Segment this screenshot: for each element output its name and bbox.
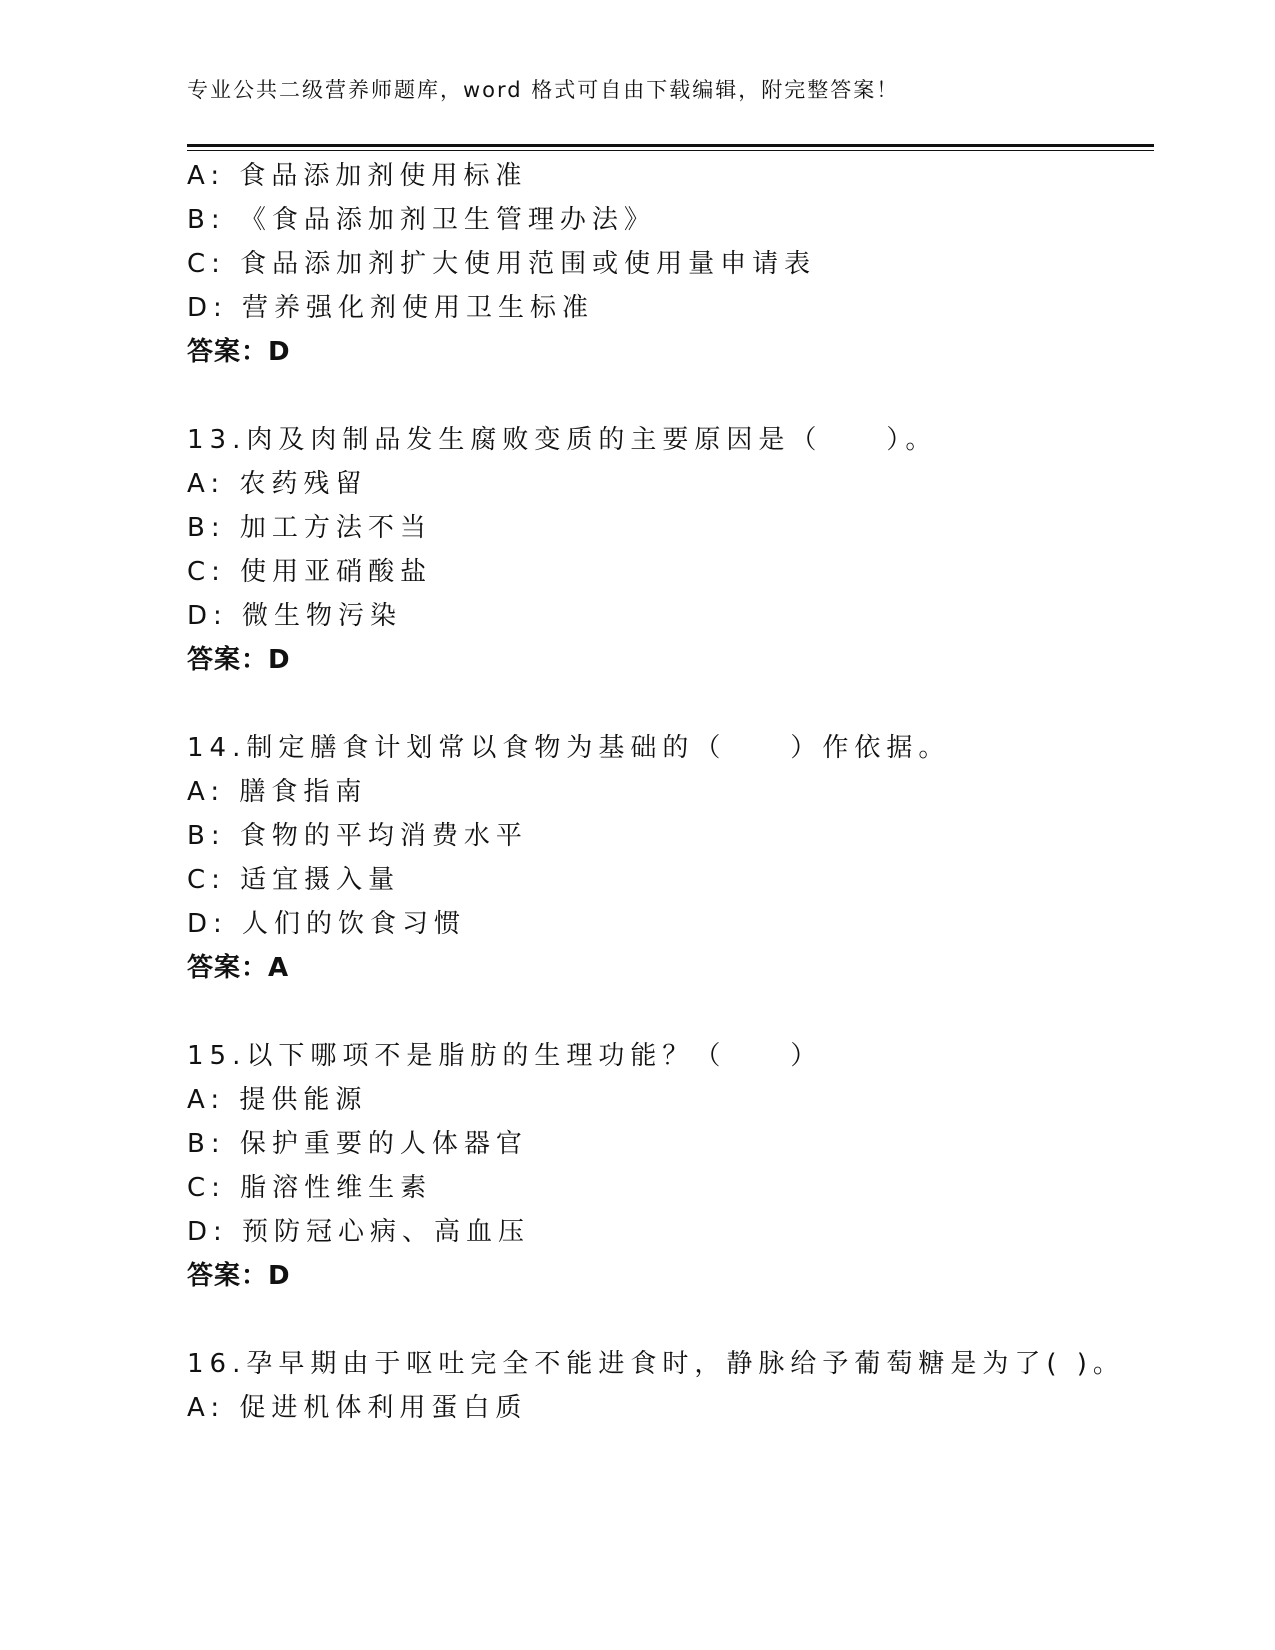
- q15-option-c: C: 脂溶性维生素: [187, 1173, 433, 1203]
- q14-option-c: C: 适宜摄入量: [187, 865, 401, 895]
- q13-option-b: B: 加工方法不当: [187, 513, 432, 543]
- q14-option-a: A: 膳食指南: [187, 777, 368, 807]
- q12-option-c: C: 食品添加剂扩大使用范围或使用量申请表: [187, 249, 817, 279]
- q12-answer: 答案：D: [187, 337, 291, 367]
- q12-option-a: A: 食品添加剂使用标准: [187, 161, 528, 191]
- q14-option-d: D: 人们的饮食习惯: [187, 909, 467, 939]
- header-rule-thin: [187, 150, 1154, 151]
- q14-option-b: B: 食物的平均消费水平: [187, 821, 528, 851]
- q14-answer: 答案：A: [187, 953, 290, 983]
- q15-option-d: D: 预防冠心病、高血压: [187, 1217, 531, 1247]
- q12-option-b: B: 《食品添加剂卫生管理办法》: [187, 205, 656, 235]
- q15-option-b: B: 保护重要的人体器官: [187, 1129, 528, 1159]
- q13-option-c: C: 使用亚硝酸盐: [187, 557, 433, 587]
- q16-question: 16.孕早期由于呕吐完全不能进食时，静脉给予葡萄糖是为了( )。: [187, 1349, 1125, 1379]
- q15-answer: 答案：D: [187, 1261, 291, 1291]
- q13-option-d: D: 微生物污染: [187, 601, 403, 631]
- q13-question: 13.肉及肉制品发生腐败变质的主要原因是（ ）。: [187, 425, 938, 455]
- q14-question: 14.制定膳食计划常以食物为基础的（ ）作依据。: [187, 733, 951, 763]
- q15-question: 15.以下哪项不是脂肪的生理功能？（ ）: [187, 1041, 823, 1071]
- q12-option-d: D: 营养强化剂使用卫生标准: [187, 293, 595, 323]
- q13-answer: 答案：D: [187, 645, 291, 675]
- q16-option-a: A: 促进机体利用蛋白质: [187, 1393, 528, 1423]
- q13-option-a: A: 农药残留: [187, 469, 368, 499]
- header-rule-thick: [187, 144, 1154, 147]
- q15-option-a: A: 提供能源: [187, 1085, 368, 1115]
- page-header: 专业公共二级营养师题库，word 格式可自由下载编辑，附完整答案！: [187, 78, 900, 102]
